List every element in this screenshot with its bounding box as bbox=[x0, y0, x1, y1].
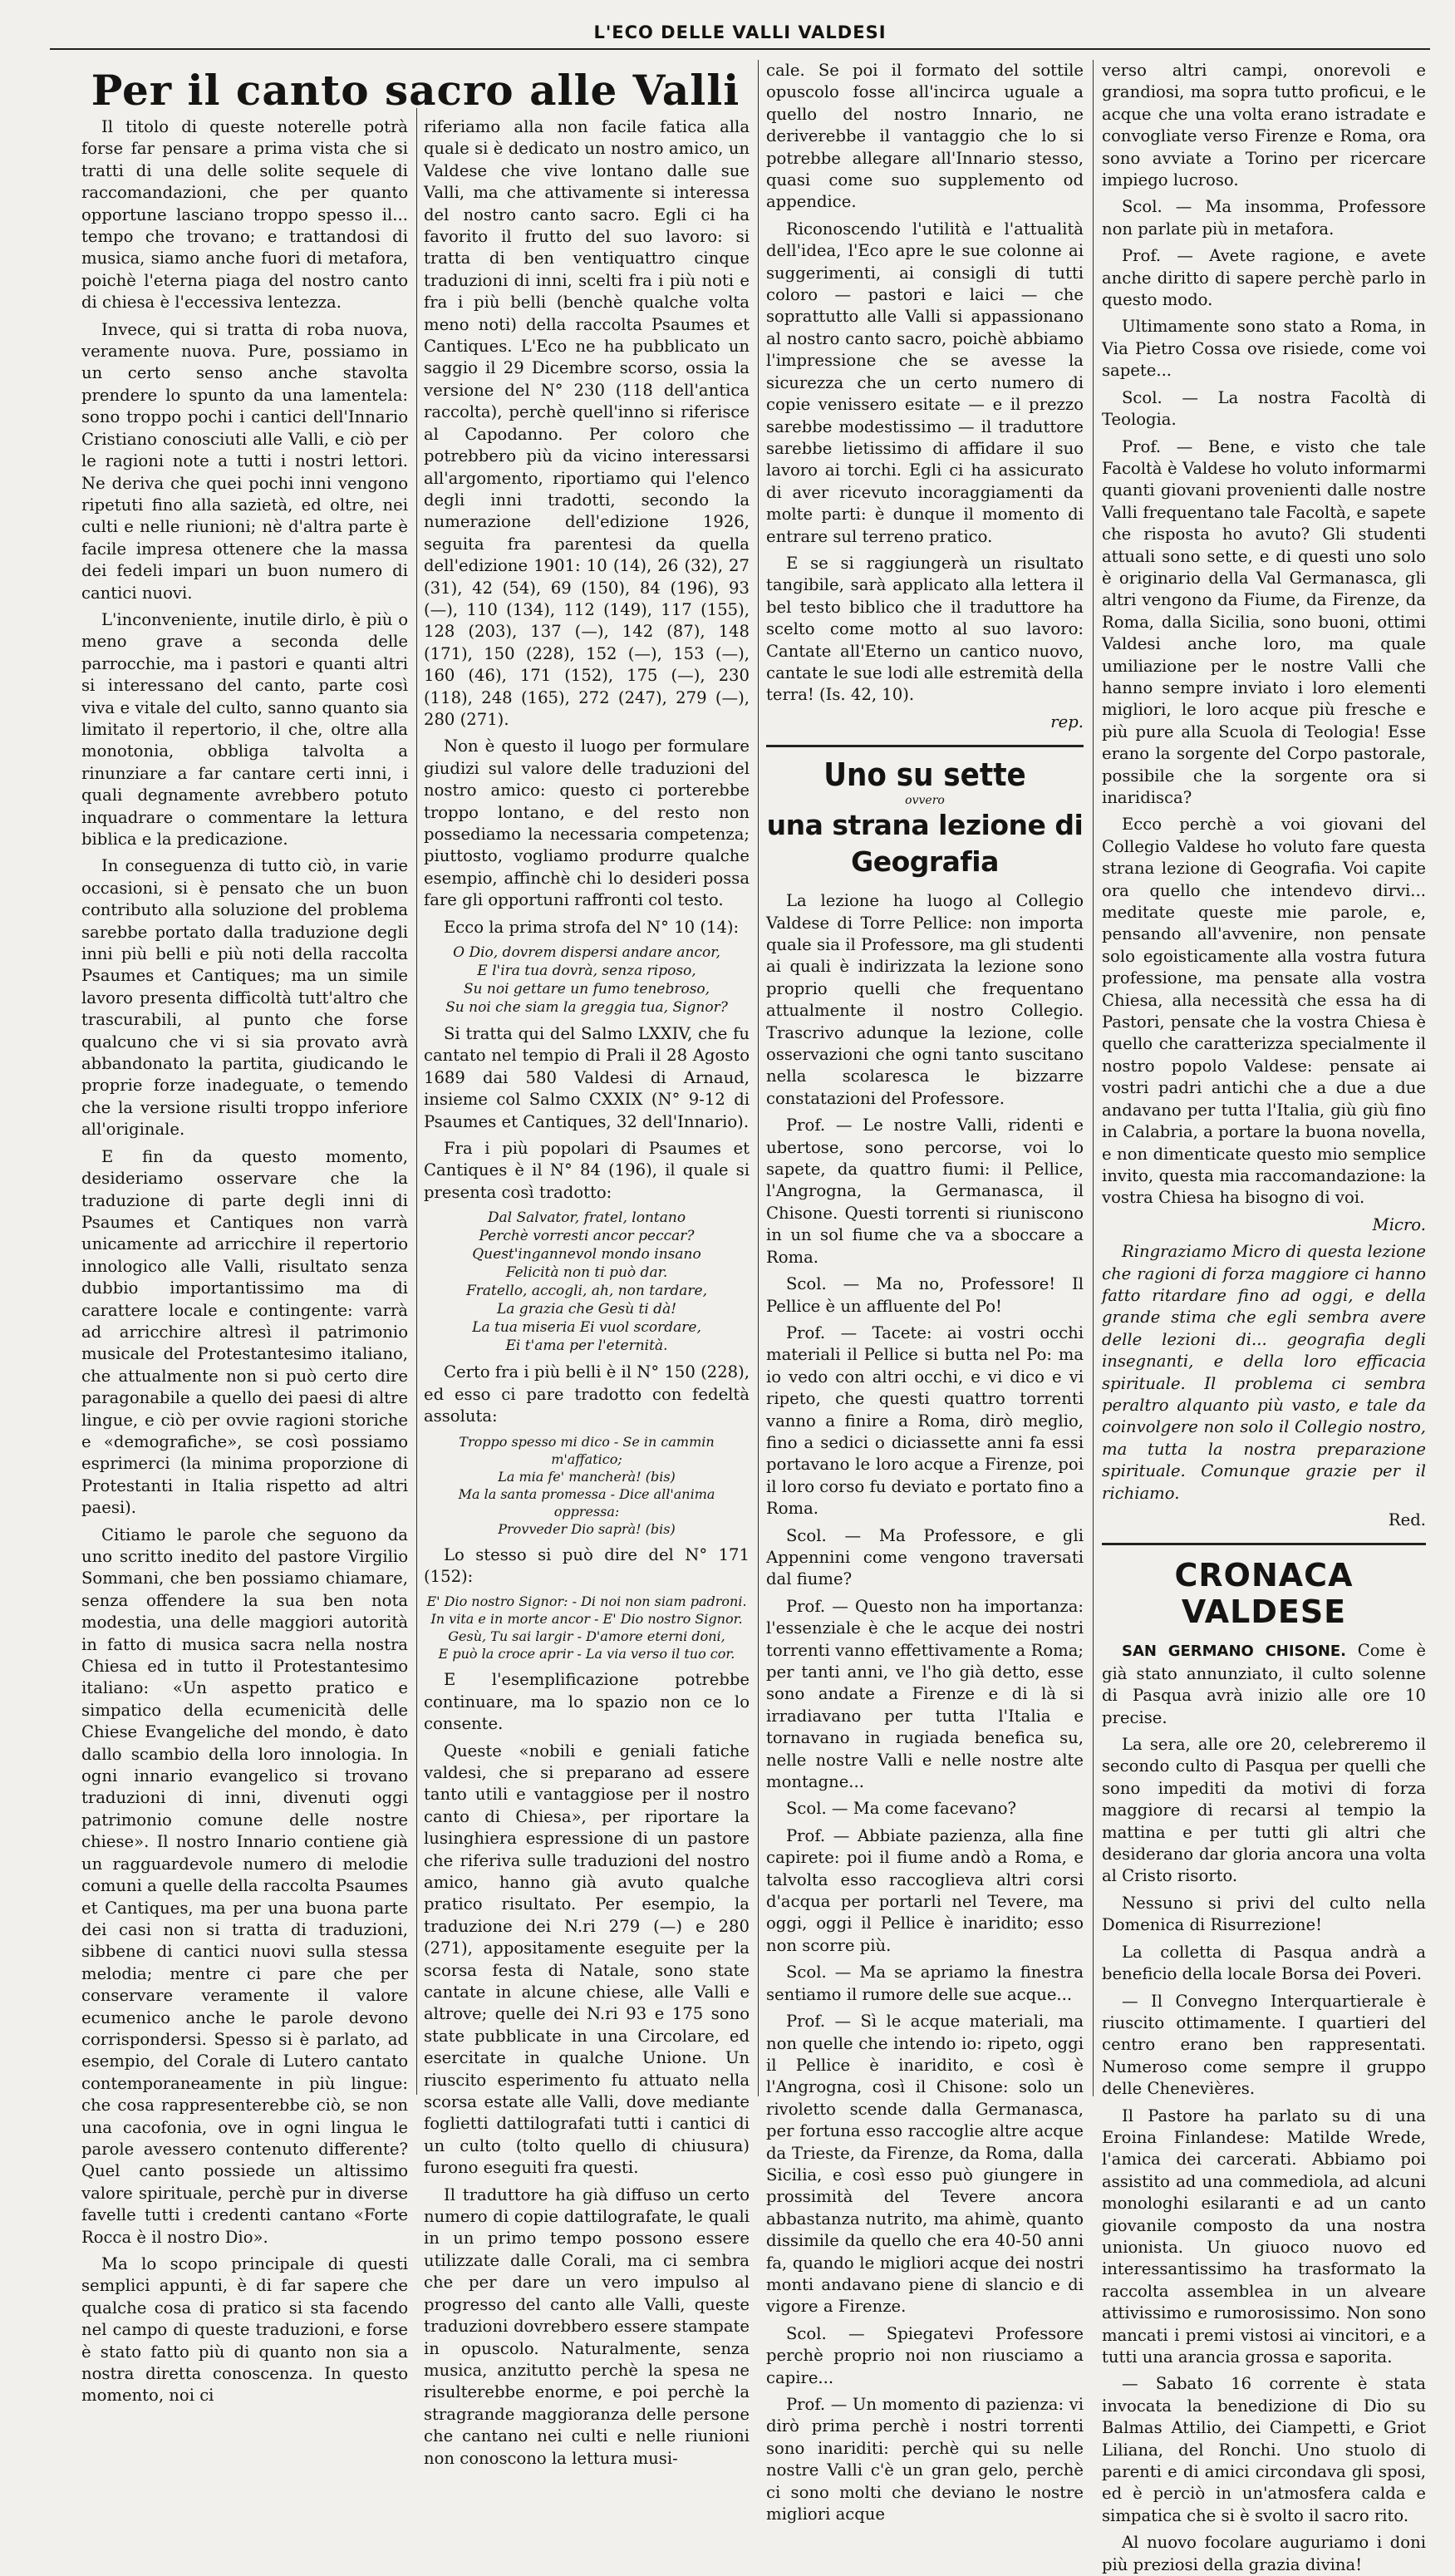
paragraph: Queste «nobili e geniali fatiche valdesi, che si preparano ad essere tanto utili e vantaggiose per il nostro canto di Chiesa», per riportare la lusinghiera espressione di un pastore che riferiva sulle traduzioni del nostro amico, hanno già avuto qualche pratico risultato. Per esempio, la traduzione dei N.ri 279 (—) e 280 (271), appositamente eseguite per la scorsa festa di Natale, sono state cantate in alcune chiese, alle Valli e altrove; quelle dei N.ri 93 e 175 sono state pubblicate in una Circolare, ed esercitate in qualche Unione. Un riuscito esperimento fu attuato nella scorsa estate alle Valli, dove mediante foglietti dattilografati tutti i cantici di un culto (tolto quello di chiusura) furono eseguiti fra questi. bbox=[424, 1741, 750, 2178]
editor-note: Ringraziamo Micro di questa lezione che ragioni di forza maggiore ci hanno fatto ritardare fino ad oggi, e della grande stima che egli sembra avere delle lezioni di... geografia degli insegnanti, e della loro efficacia spirituale. Il problema ci sembra peraltro alquanto più vasto, e tale da coinvolgere non solo il Collegio nostro, ma tutta la nostra preparazione spirituale. Comunque grazie per il richiamo. bbox=[1102, 1242, 1426, 1503]
paragraph: Riconoscendo l'utilità e l'attualità dell'idea, l'Eco apre le sue colonne ai suggerimenti, ai consigli di tutti coloro — pastori e laici — che soprattutto alle Valli si appassionano al nostro canto sacro, poichè abbiamo l'impressione che se avesse la sicurezza che un certo numero di copie venissero esitate — e il prezzo sarebbe modestissimo — il traduttore sarebbe lietissimo di affidare il suo lavoro ai torchi. Egli ci ha assicurato di aver ricevuto incoraggiamenti da molte parti: è dunque il momento di entrare sul terreno pratico. bbox=[766, 219, 1084, 546]
paragraph: Scol. — Ma se apriamo la finestra sentiamo il rumore delle sue acque... bbox=[766, 1963, 1084, 2004]
paragraph: riferiamo alla non facile fatica alla quale si è dedicato un nostro amico, un Valdese che vive lontano dalle sue Valli, ma che attivamente si interessa del nostro canto sacro. Egli ci ha favorito il frutto del suo lavoro: si tratta di ben ventiquattro cinque traduzioni di inni, scelti fra i più noti e fra i più belli (benchè qualche volta meno noti) della raccolta Psaumes et Cantiques. L'Eco ne ha pubblicato un saggio il 29 Dicembre scorso, ossia la versione del N° 230 (118 dell'antica raccolta), perchè quell'inno si riferisce al Capodanno. Per coloro che potrebbero più da vicino interessarsi all'argomento, riportiamo qui l'elenco degli inni tradotti, secondo la numerazione dell'edizione 1926, seguita fra parentesi da quella dell'edizione 1901: 10 (14), 26 (32), 27 (31), 42 (54), 69 (150), 84 (196), 93 (—), 110 (134), 112 (149), 117 (155), 128 (203), 137 (—), 142 (87), 148 (171), 150 (228), 152 (—), 153 (—), 160 (46), 171 (152), 175 (—), 230 (118), 248 (165), 272 (247), 279 (—), 280 (271). bbox=[424, 117, 750, 729]
paragraph: — Il Convegno Interquartierale è riuscito ottimamente. I quartieri del centro erano ben rappresentati. Numeroso come sempre il gruppo delle Chenevières. bbox=[1102, 1991, 1426, 2099]
paragraph: Prof. — Abbiate pazienza, alla fine capirete: poi il fiume andò a Roma, e talvolta esso raccoglieva altri corsi d'acqua per portarli nel Tevere, ma oggi, oggi il Pellice è inaridito; esso non scorre più. bbox=[766, 1825, 1084, 1955]
column-divider bbox=[1093, 60, 1094, 2096]
article-title: Uno su sette bbox=[823, 756, 1026, 794]
section-rule bbox=[766, 745, 1084, 747]
column-divider bbox=[416, 108, 417, 2095]
paragraph: La lezione ha luogo al Collegio Valdese di Torre Pellice: non importa quale sia il Professore, ma gli studenti ai quali è indirizzata la lezione sono proprio quelli che frequentano attualmente il nostro Collegio. Trascrivo adunque la lezione, colle osservazioni che ogni tanto suscitano nella scolaresca le bizzarre constatazioni del Professore. bbox=[766, 891, 1084, 1108]
section-title: CRONACA VALDESE bbox=[1174, 1557, 1354, 1631]
paragraph: Scol. — Ma no, Professore! Il Pellice è un affluente del Po! bbox=[766, 1274, 1084, 1316]
verse-line: E l'ira tua dovrà, senza riposo, bbox=[477, 963, 696, 980]
paragraph: Prof. — Bene, e visto che tale Facoltà è Valdese ho voluto informarmi quanti giovani provenienti dalle nostre Valli frequentano tale Facoltà, e sapete che risposta ho avuto? Gli studenti attuali sono sette, e di questi uno solo è originario della Val Germanasca, gli altri vengono da Fiume, da Firenze, da Roma, dalla Sicilia, sono buoni, ottimi Valdesi anche loro, ma quale umiliazione per le nostre Valli che hanno sempre inviato i loro elementi migliori, le loro acque più fresche e più pure alla Scuola di Teologia! Esse erano la sorgente del Corpo pastorale, possibile che la sorgente ora si inaridisca? bbox=[1102, 436, 1426, 807]
paragraph: Prof. — Le nostre Valli, ridenti e ubertose, sono percorse, voi lo sapete, da quattro fiumi: il Pellice, l'Angrogna, la Germanasca, il Chisone. Questi torrenti si riuniscono in un sol fiume che va a sboccare a Roma. bbox=[766, 1116, 1084, 1267]
column-1 bbox=[81, 116, 408, 2406]
verse-line: E può la croce aprir - La via verso il tuo cor. bbox=[438, 1646, 735, 1662]
paragraph: Scol. — Ma Professore, e gli Appennini come vengono traversati dal fiume? bbox=[766, 1525, 1084, 1589]
paragraph: Al nuovo focolare auguriamo i doni più preziosi della grazia divina! bbox=[1102, 2533, 1426, 2574]
paragraph: Come è già stato annunziato, il culto solenne di Pasqua avrà inizio alle ore 10 precise. bbox=[1102, 1641, 1426, 1727]
verse-line: Su noi che siam la greggia tua, Signor? bbox=[445, 999, 728, 1017]
paragraph: Non è questo il luogo per formulare giudizi sul valore delle traduzioni del nostro amico: questo ci porterebbe troppo lontano, e del resto non possediamo la necessaria competenza; piuttosto, vogliamo produrre qualche esempio, affinchè chi lo desideri possa fare gli opportuni raffronti col testo. bbox=[424, 736, 750, 910]
masthead-title: L'ECO DELLE VALLI VALDESI bbox=[593, 22, 887, 42]
paragraph: La colletta di Pasqua andrà a beneficio della locale Borsa dei Poveri. bbox=[1102, 1942, 1426, 1984]
article-subtitle: una strana lezione di Geografia bbox=[766, 809, 1084, 879]
paragraph: Ultimamente sono stato a Roma, in Via Pietro Cossa ove risiede, come voi sapete... bbox=[1102, 317, 1426, 381]
place-name: SAN GERMANO CHISONE. bbox=[1122, 1643, 1347, 1661]
paragraph: Lo stesso si può dire del N° 171 (152): bbox=[424, 1544, 750, 1586]
verse-line: Troppo spesso mi dico - Se in cammin m'affatico; bbox=[459, 1433, 715, 1467]
section-rule bbox=[1102, 1543, 1426, 1545]
paragraph: Prof. — Sì le acque materiali, ma non quelle che intendo io: ripeto, oggi il Pellice è inaridito, e così è l'Angrogna, così il Chisone: solo un rivoletto scende dalla Germanasca, per fortuna esso raccoglie altre acque da Trieste, da Firenze, da Roma, dalla Sicilia, e così esso può giungere in prossimità del Tevere ancora abbastanza nutrito, ma ahimè, quanto dissimile da quello che era 40-50 anni fa, quando le migliori acque dei nostri monti andavano piene di slancio e di vigore a Firenze. bbox=[766, 2012, 1084, 2317]
verse-line: Dal Salvator, fratel, lontano bbox=[487, 1209, 686, 1227]
column-4 bbox=[1102, 60, 1426, 2574]
paragraph: Si tratta qui del Salmo LXXIV, che fu cantato nel tempio di Prali il 28 Agosto 1689 dai 580 Valdesi di Arnaud, insieme col Salmo CXXIX (N° 9-12 di Psaumes et Cantiques, 32 dell'Innario). bbox=[424, 1024, 750, 1131]
paragraph: Prof. — Questo non ha importanza: l'essenziale è che le acque dei nostri torrenti vanno effettivamente a Roma; per tanti anni, ve l'ho già detto, esse sono andate a Firenze e di là si irradiavano per tutta l'Italia e tornavano in rugiada benefica su, nelle nostre Valli e nelle nostre alte montagne... bbox=[766, 1596, 1084, 1792]
paragraph: Il Pastore ha parlato su di una Eroina Finlandese: Matilde Wrede, l'amica dei carcerati. Abbiamo poi assistito ad una commediola, ad alcuni monologhi esilaranti e ad un canto giovanile composto da una nostra unionista. Un giuoco nuovo ed interessantissimo ha trasformato la raccolta assemblea in un alveare attivissimo e rumorosissimo. Non sono mancati i premi vistosi ai vincitori, e a tutti una arancia grossa e saporita. bbox=[1102, 2106, 1426, 2367]
hymn-verse bbox=[424, 1593, 750, 1662]
paragraph: E l'esemplificazione potrebbe continuare, ma lo spazio non ce lo consente. bbox=[424, 1670, 750, 1734]
verse-line: Ma la santa promessa - Dice all'anima oppressa: bbox=[458, 1485, 715, 1519]
verse-line: La grazia che Gesù ti dà! bbox=[496, 1301, 677, 1318]
paragraph: Scol. — Ma insomma, Professore non parlate più in metafora. bbox=[1102, 197, 1426, 239]
verse-line: Ei t'ama per l'eternità. bbox=[505, 1337, 668, 1355]
paragraph: Scol. — La nostra Facoltà di Teologia. bbox=[1102, 387, 1426, 430]
verse-line: Gesù, Tu sai largir - D'amore eterni doni, bbox=[448, 1628, 725, 1645]
paragraph: Prof. — Tacete: ai vostri occhi materiali il Pellice si butta nel Po: ma io vedo con altri occhi, e vi dico e vi ripeto, che questi quattro torrenti vanno a finire a Roma, dirò meglio, fino a sedici o diciassette anni fa essi portavano le loro acque a Firenze, poi il loro corso fu deviato e portato fino a Roma. bbox=[766, 1322, 1084, 1519]
signature: Red. bbox=[1388, 1510, 1426, 1529]
verse-line: La mia fe' mancherà! (bis) bbox=[498, 1468, 676, 1485]
verse-line: O Dio, dovrem dispersi andare ancor, bbox=[453, 944, 720, 962]
hymn-verse bbox=[424, 943, 750, 1017]
paragraph: Ecco la prima strofa del N° 10 (14): bbox=[444, 917, 740, 937]
verse-line: Felicità non ti può dar. bbox=[505, 1264, 668, 1282]
paragraph: Prof. — Un momento di pazienza: vi dirò prima perchè i nostri torrenti sono inariditi: perchè qui su nelle nostre Valli c'è un gran gelo, perchè ci sono molti che deviano le nostre migliori acque bbox=[766, 2395, 1084, 2524]
paragraph: L'inconveniente, inutile dirlo, è più o meno grave a seconda delle parrocchie, ma i pastori e quanti altri si interessano del canto, parte così viva e vitale del culto, sanno quanto sia limitato il repertorio, il che, oltre alla monotonia, obbliga talvolta a rinunziare a far cantare certi inni, i quali degnamente avrebbero potuto inquadrare o commentare la lettura biblica e la predicazione. bbox=[81, 609, 408, 849]
paragraph: verso altri campi, onorevoli e grandiosi, ma sopra tutto proficui, e le acque che una volta erano istradate e convogliate verso Firenze e Roma, ora sono avviate a Torino per ricercare impiego lucroso. bbox=[1102, 61, 1426, 190]
verse-line: In vita e in morte ancor - E' Dio nostro Signor. bbox=[430, 1611, 743, 1628]
verse-line: Perchè vorresti ancor peccar? bbox=[479, 1228, 695, 1245]
article-title: Per il canto sacro alle Valli bbox=[91, 66, 740, 115]
paragraph: E se si raggiungerà un risultato tangibile, sarà applicato alla lettera il bel testo biblico che il traduttore ha scelto come motto al suo lavoro: Cantate all'Eterno un cantico nuovo, cantate le sue lodi alle estremità della terra! (Is. 42, 10). bbox=[766, 553, 1084, 705]
paragraph: Ecco perchè a voi giovani del Collegio Valdese ho voluto fare questa strana lezione di Geografia. Voi capite ora quello che intendevo dirvi... meditate queste mie parole, e, pensando all'avvenire, non pensate solo egoisticamente alla vostra futura professione, ma pensate alla vostra Chiesa, alla necessità che essa ha di Pastori, pensate che la vostra Chiesa è quello che caratterizza specialmente il nostro popolo Valdese: pensate ai vostri padri antichi che a due a due andavano per tutta l'Italia, giù giù fino in Calabria, a portare la buona novella, e non dimenticate questo mio semplice invito, questa mia raccomandazione: la vostra Chiesa ha bisogno di voi. bbox=[1102, 815, 1426, 1208]
paragraph: cale. Se poi il formato del sottile opuscolo fosse all'incirca uguale a quello del nostro Innario, ne deriverebbe il vantaggio che lo si potrebbe allegare all'Innario stesso, quasi come suo supplemento od appendice. bbox=[766, 61, 1084, 212]
hymn-verse bbox=[424, 1433, 750, 1538]
verse-line: La tua miseria Ei vuol scordare, bbox=[472, 1319, 701, 1337]
verse-line: Quest'ingannevol mondo insano bbox=[472, 1246, 701, 1263]
paragraph: — Sabato 16 corrente è stata invocata la benedizione di Dio su Balmas Attilio, dei Ciampetti, e Griot Liliana, del Ronchi. Uno stuolo di parenti e di amici circondava gli sposi, ed è perciò in un'atmosfera calda e simpatica che si è svolto il sacro rito. bbox=[1102, 2374, 1426, 2525]
paragraph: Certo fra i più belli è il N° 150 (228), ed esso ci pare tradotto con fedeltà assoluta: bbox=[424, 1362, 750, 1426]
paragraph: Il titolo di queste noterelle potrà forse far pensare a prima vista che si tratti di una delle solite sequele di raccomandazioni, che per quanto opportune lasciano troppo spesso il... tempo che trovano; e trattandosi di musica, siamo anche fuori di metafora, poichè l'eterna piaga del nostro canto di chiesa è l'eccessiva lentezza. bbox=[81, 117, 408, 313]
verse-line: Fratello, accogli, ah, non tardare, bbox=[466, 1283, 707, 1300]
column-3 bbox=[766, 60, 1084, 2524]
verse-line: Provveder Dio saprà! (bis) bbox=[498, 1520, 676, 1537]
column-2 bbox=[424, 116, 750, 2468]
column-divider bbox=[758, 60, 759, 2096]
signature: rep. bbox=[1050, 712, 1084, 731]
signature: Micro. bbox=[1372, 1214, 1426, 1234]
paragraph: Ma lo scopo principale di questi semplici appunti, è di far sapere che qualche cosa di pratico si sta facendo nel campo di queste traduzioni, e forse è stato fatto più di quanto non sia a nostra diretta conoscenza. In questo momento, noi ci bbox=[81, 2254, 408, 2406]
paragraph: Il traduttore ha già diffuso un certo numero di copie dattilografate, le quali in un primo tempo possono essere utilizzate dalle Corali, ma ci sembra che per dare un vero impulso al progresso del canto alle Valli, queste traduzioni dovrebbero essere stampate in opuscolo. Naturalmente, senza musica, anzitutto perchè la spesa ne risulterebbe enorme, e poi perchè la stragrande maggioranza delle persone che cantano nei culti e nelle riunioni non conoscono la lettura musi- bbox=[424, 2184, 750, 2468]
paragraph: E fin da questo momento, desideriamo osservare che la traduzione di parte degli inni di Psaumes et Cantiques non varrà unicamente ad arricchire il repertorio innologico alle Valli, risultato senza dubbio importantissimo ma di carattere locale e contingente: varrà ad arricchire altresì il patrimonio musicale del Protestantesimo italiano, che attualmente non si può certo dire paragonabile a quello dei paesi di altre lingue, e ciò per ovvie ragioni storiche e «demografiche», se così possiamo esprimerci (la minima proporzione di Protestanti in Italia rispetto ad altri paesi). bbox=[81, 1146, 408, 1518]
paragraph: Scol. — Spiegatevi Professore perchè proprio noi non riusciamo a capire... bbox=[766, 2323, 1084, 2387]
paragraph: Citiamo le parole che seguono da uno scritto inedito del pastore Virgilio Sommani, che ben possiamo chiamare, senza offendere la sua ben nota modestia, una delle maggiori autorità in fatto di musica sacra nella nostra Chiesa ed in tutto il Protestantesimo italiano: «Un aspetto pratico e simpatico della ecumenicità delle Chiese Evangeliche del mondo, è dato dallo scambio della loro innologia. In ogni innario evangelico si trovano traduzioni di inni, divenuti oggi patrimonio comune delle nostre chiese». Il nostro Innario contiene già un ragguardevole numero di melodie comuni a quelle della raccolta Psaumes et Cantiques, ma per una buona parte dei casi non si tratta di traduzioni, sibbene di cantici nuovi sulla stessa melodia; mentre ci pare che per conservare veramente il valore ecumenico anche le parole devono corrispondersi. Spesso si è parlato, ad esempio, del Corale di Lutero cantato contemporaneamente in più lingue: che cosa rappresenterebbe ciò, se non una cacofonia, ove in ogni lingua le parole avessero contenuto differente? Quel canto possiede un altissimo valore spirituale, perchè pur in diverse favelle tutti i credenti cantano «Forte Rocca è il nostro Dio». bbox=[81, 1524, 408, 2247]
paragraph: Prof. — Avete ragione, e avete anche diritto di sapere perchè parlo in questo modo. bbox=[1102, 246, 1426, 310]
paragraph: Fra i più popolari di Psaumes et Cantiques è il N° 84 (196), il quale si presenta così tradotto: bbox=[424, 1139, 750, 1202]
masthead bbox=[50, 17, 1430, 50]
hymn-verse bbox=[424, 1209, 750, 1355]
article-subtitle-connector: ovvero bbox=[905, 794, 945, 808]
verse-line: Su noi gettare un fumo tenebroso, bbox=[463, 981, 710, 998]
paragraph: La sera, alle ore 20, celebreremo il secondo culto di Pasqua per quelli che sono impediti da motivi di forza maggiore di recarsi al tempio la mattina e per tutti gli altri che desiderano dar gloria ancora una volta al Cristo risorto. bbox=[1102, 1735, 1426, 1886]
paragraph: Scol. — Ma come facevano? bbox=[786, 1799, 1017, 1819]
paragraph: In conseguenza di tutto ciò, in varie occasioni, si è pensato che un buon contributo alla soluzione del problema sarebbe portato dalla traduzione degli inni più belli e più noti della raccolta Psaumes et Cantiques; ma un simile lavoro presenta difficoltà tutt'altro che trascurabili, al punto che forse qualcuno che vi si sia provato avrà abbandonato la partita, giudicando le proprie forze inadeguate, o temendo che la versione risulti troppo inferiore all'originale. bbox=[81, 856, 408, 1140]
paragraph: Nessuno si privi del culto nella Domenica di Risurrezione! bbox=[1102, 1893, 1426, 1935]
verse-line: E' Dio nostro Signor: - Di noi non siam padroni. bbox=[426, 1593, 747, 1610]
paragraph: Invece, qui si tratta di roba nuova, veramente nuova. Pure, possiamo in un certo senso anche stavolta prendere lo spunto da una lamentela: sono troppo pochi i cantici dell'Innario Cristiano conosciuti alle Valli, e ciò per le ragioni note a tutti i nostri lettori. Ne deriva che quei pochi inni vengono ripetuti fino alla sazietà, ed oltre, nei culti e nelle riunioni; nè d'altra parte è facile impresa ottenere che la massa dei fedeli impari un buon numero di cantici nuovi. bbox=[81, 319, 408, 603]
